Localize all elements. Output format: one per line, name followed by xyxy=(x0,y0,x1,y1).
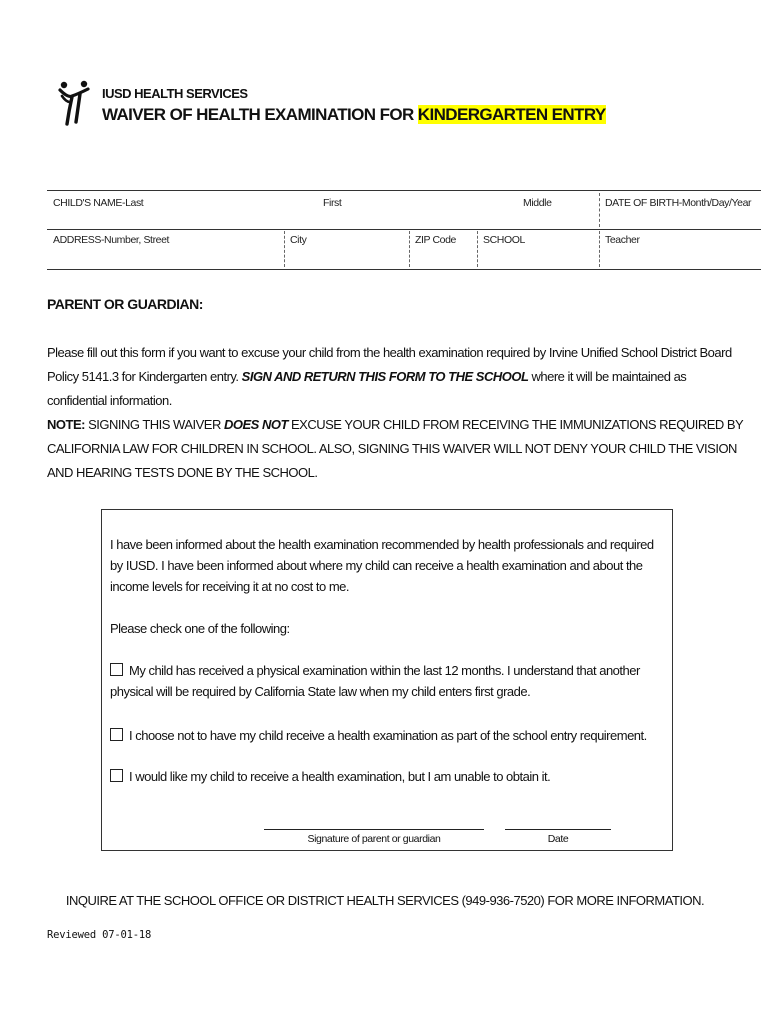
date-label: Date xyxy=(547,833,569,845)
option-unable-to-obtain[interactable] xyxy=(110,766,664,787)
date-of-birth-field[interactable]: DATE OF BIRTH-Month/Day/Year xyxy=(605,197,752,209)
option-label: I would like my child to receive a health examination, but I am unable to obtain it. xyxy=(129,769,551,784)
note-paragraph xyxy=(47,413,747,485)
note-text: SIGNING THIS WAIVER xyxy=(84,417,224,432)
org-name: IUSD HEALTH SERVICES xyxy=(102,86,248,101)
signature-label: Signature of parent or guardian xyxy=(307,833,441,845)
check-instruction: Please check one of the following: xyxy=(110,621,290,636)
waiver-statement: I have been informed about the health examination recommended by health professionals and required by IUSD. I have been informed about where my child can receive a health examination and about the income levels for receiving it at no cost to me. xyxy=(110,537,654,594)
child-first-name-field[interactable]: First xyxy=(323,197,342,209)
intro-text-end: where it will be maintained as confidential information. xyxy=(47,369,687,408)
city-field[interactable]: City xyxy=(290,234,307,246)
title-prefix: WAIVER OF HEALTH EXAMINATION FOR xyxy=(102,105,418,124)
checkbox[interactable] xyxy=(110,728,123,741)
zip-code-field[interactable]: ZIP Code xyxy=(415,234,456,246)
note-text-end: EXCUSE YOUR CHILD FROM RECEIVING THE IMMUNIZATIONS REQUIRED BY CALIFORNIA LAW FOR CHILDREN IN SCHOOL. ALSO, SIGNING THIS WAIVER WILL NOT DENY YOUR CHILD THE VISION AND HEARING TESTS DONE BY THE SCHOOL. xyxy=(47,417,743,480)
note-bold-text: DOES NOT xyxy=(223,417,288,432)
note-label: NOTE: xyxy=(47,417,85,432)
signature-line[interactable] xyxy=(264,829,484,830)
column-divider xyxy=(599,193,600,227)
column-divider xyxy=(477,231,478,267)
column-divider xyxy=(284,231,285,267)
checkbox[interactable] xyxy=(110,769,123,782)
column-divider xyxy=(409,231,410,267)
teacher-field[interactable]: Teacher xyxy=(605,234,640,246)
section-heading: PARENT OR GUARDIAN: xyxy=(47,296,203,312)
option-label: My child has received a physical examination within the last 12 months. I understand that another physical will be required by California State law when my child enters first grade. xyxy=(110,663,640,699)
child-last-name-field[interactable]: CHILD'S NAME-Last xyxy=(53,197,144,209)
intro-paragraph xyxy=(47,341,747,413)
intro-bold-text: SIGN AND RETURN THIS FORM TO THE SCHOOL xyxy=(241,369,529,384)
form-title xyxy=(102,105,606,125)
child-middle-name-field[interactable]: Middle xyxy=(523,197,552,209)
title-highlight: KINDERGARTEN ENTRY xyxy=(417,105,606,124)
option-decline-exam[interactable] xyxy=(110,725,664,746)
inquire-notice: INQUIRE AT THE SCHOOL OFFICE OR DISTRICT HEALTH SERVICES (949-936-7520) FOR MORE INFORMATION. xyxy=(65,893,705,908)
person-figures-logo-icon xyxy=(58,80,92,126)
child-info-table xyxy=(47,190,761,270)
column-divider xyxy=(599,231,600,267)
option-label: I choose not to have my child receive a health examination as part of the school entry requirement. xyxy=(129,728,647,743)
reviewed-date: Reviewed 07-01-18 xyxy=(47,929,152,941)
table-divider xyxy=(47,229,761,230)
waiver-box xyxy=(101,509,673,851)
date-line[interactable] xyxy=(505,829,611,830)
intro-text: Please fill out this form if you want to excuse your child from the health examination required by Irvine Unified School District Board Policy 5141.3 for Kindergarten entry. xyxy=(47,345,732,384)
option-recent-physical[interactable] xyxy=(110,660,664,702)
school-field[interactable]: SCHOOL xyxy=(483,234,525,246)
checkbox[interactable] xyxy=(110,663,123,676)
address-field[interactable]: ADDRESS-Number, Street xyxy=(53,234,170,246)
